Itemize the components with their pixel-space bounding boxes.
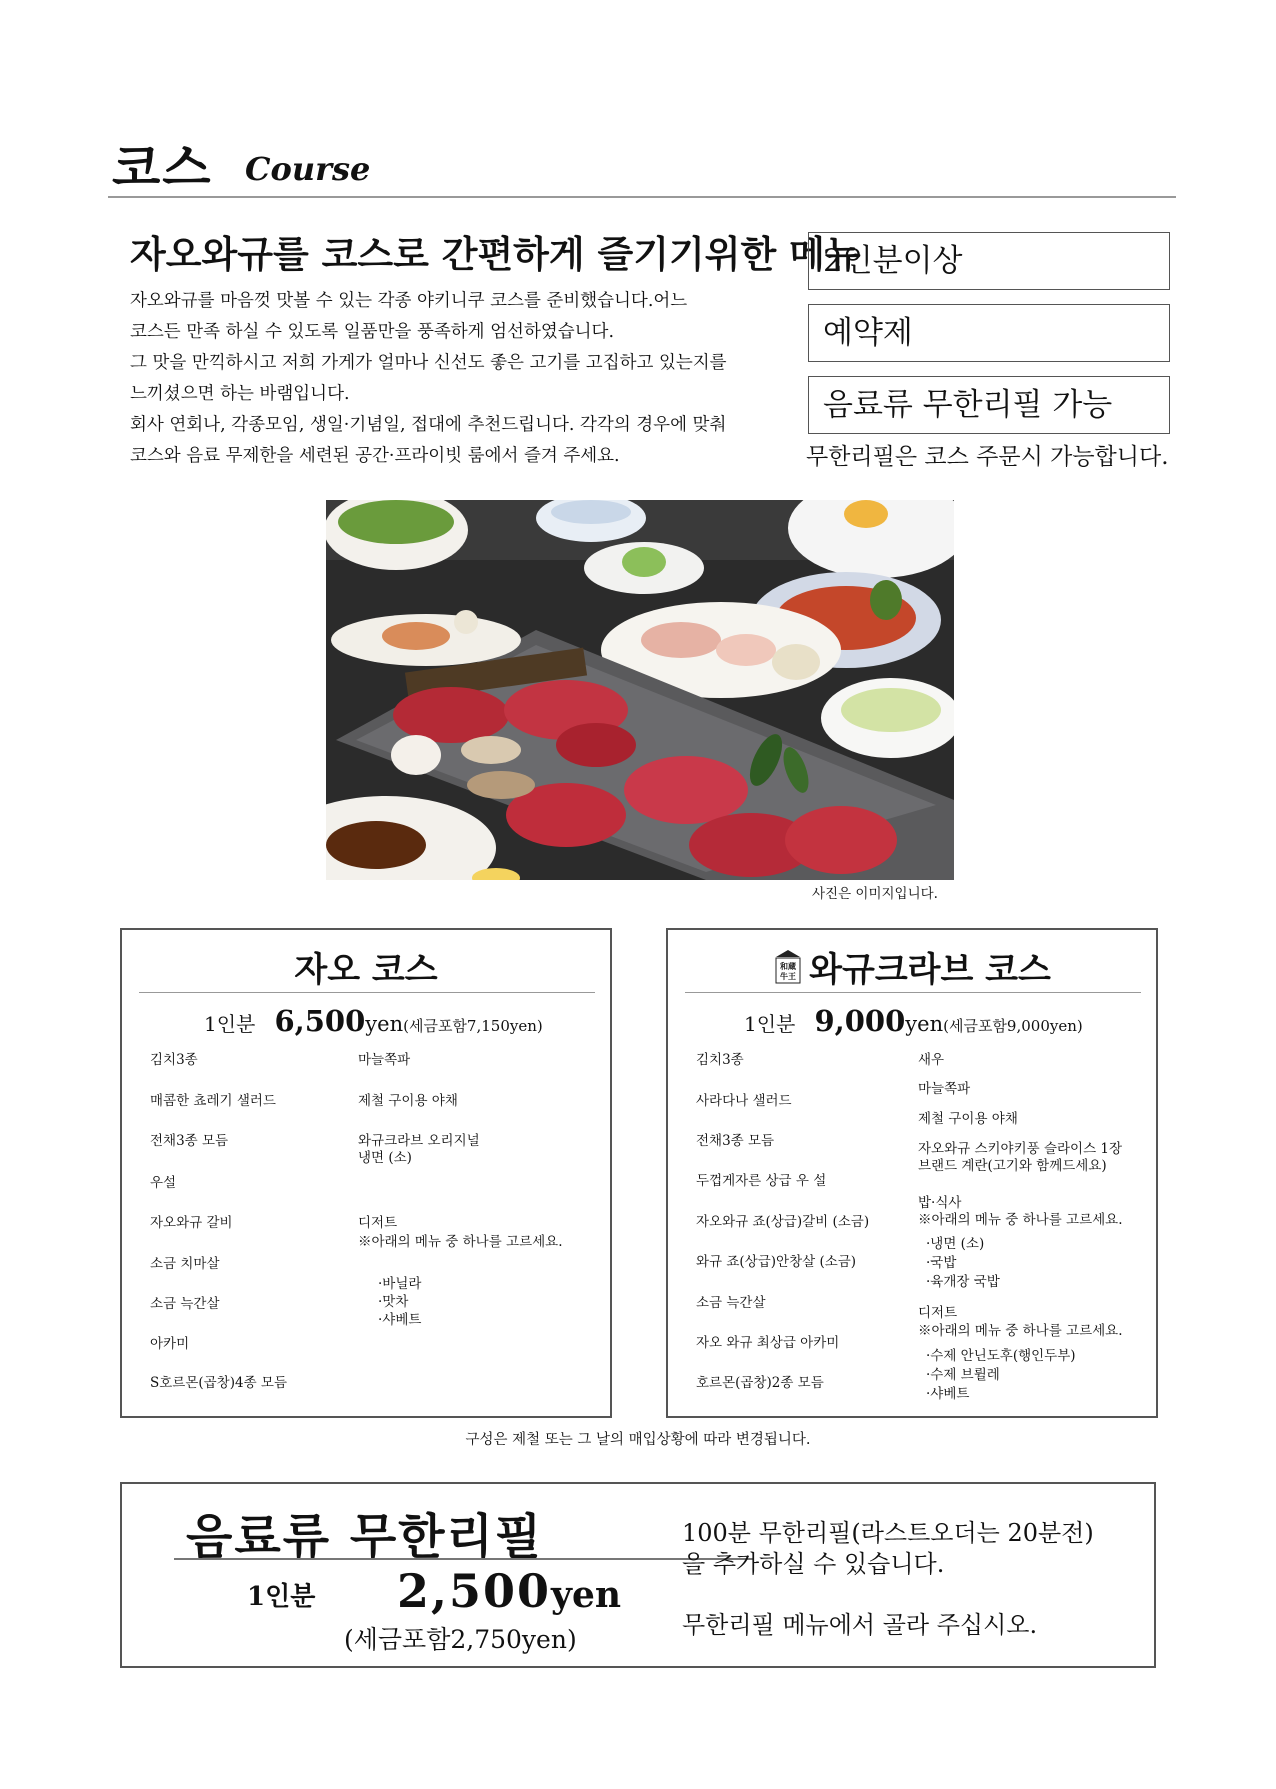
food-illustration [326,500,954,880]
drinks-description [682,1518,1142,1641]
menu-item: 브랜드 계란(고기와 함께드세요) [918,1158,1107,1174]
drinks-desc-line: 100분 무한리필(라스트오더는 20분전) [682,1519,1094,1547]
menu-item: 우설 [150,1175,177,1191]
price-value: 9,000 [814,1004,906,1038]
menu-item: 매콤한 쵸레기 샐러드 [150,1093,276,1109]
menu-option: ·냉면 (소) [926,1236,985,1252]
menu-item: 아카미 [150,1336,190,1352]
price-unit: yen [365,1012,404,1036]
menu-item: 두껍게자른 상급 우 설 [696,1173,827,1189]
price-tax: (세금포함9,000yen) [943,1017,1083,1035]
menu-option: ·육개장 국밥 [926,1274,1000,1290]
menu-item: 냉면 (소) [358,1150,412,1166]
menu-item: 김치3종 [696,1052,744,1068]
menu-item: 와규 죠(상급)안창살 (소금) [696,1254,857,1270]
menu-item: 전채3종 모듬 [150,1133,229,1149]
svg-text:牛王: 牛王 [780,971,797,981]
page-subtitle: Course [245,150,371,188]
menu-item: 자오와규 갈비 [150,1215,233,1231]
course-price [744,1004,1083,1038]
tag-note: 무한리필은 코스 주문시 가능합니다. [806,444,1169,470]
drinks-desc-line: 무한리필 메뉴에서 골라 주십시오. [682,1611,1038,1639]
menu-item: 새우 [918,1052,945,1068]
menu-item: 제철 구이용 야채 [918,1111,1018,1127]
wagyu-logo-icon [773,949,803,987]
intro-line: 느끼셨으면 하는 바램입니다. [130,384,350,404]
photo-caption: 사진은 이미지입니다. [812,886,938,902]
tag-unlimited-drinks: 음료류 무한리필 가능 [808,376,1170,434]
menu-item: 디저트 [918,1305,958,1321]
drinks-price-value: 2,500 [397,1564,552,1618]
menu-item: 김치3종 [150,1052,198,1068]
drinks-title: 음료류 무한리필 [186,1509,544,1565]
intro-line: 코스와 음료 무제한을 세련된 공간·프라이빗 룸에서 즐겨 주세요. [130,446,620,466]
menu-item: 전채3종 모듬 [696,1133,775,1149]
price-value: 6,500 [274,1004,366,1038]
drinks-divider [174,1558,754,1560]
menu-note: ※아래의 메뉴 중 하나를 고르세요. [358,1234,563,1250]
course-photo [326,500,954,880]
menu-note: ※아래의 메뉴 중 하나를 고르세요. [918,1323,1123,1339]
course-divider [139,992,595,993]
menu-option: ·국밥 [926,1255,957,1271]
menu-option: ·샤베트 [926,1386,970,1402]
menu-item: 소금 늑간살 [150,1296,220,1312]
course-title-text: 와규크라브 코스 [809,950,1051,990]
courses-note: 구성은 제철 또는 그 날의 매입상황에 따라 변경됩니다. [465,1432,811,1448]
course-card-zao [120,928,612,1418]
drinks-card [120,1482,1156,1668]
menu-option: ·수제 브륄레 [926,1367,1000,1383]
menu-option: ·바닐라 [378,1276,422,1292]
menu-item: 밥·식사 [918,1195,962,1211]
drinks-price [397,1564,621,1618]
menu-note: ※아래의 메뉴 중 하나를 고르세요. [918,1212,1123,1228]
menu-item: 마늘쪽파 [918,1081,971,1097]
menu-item: 자오와규 스키야키풍 슬라이스 1장 [918,1141,1123,1157]
price-label: 1인분 [204,1012,256,1036]
tag-min-people: 2인분이상 [808,232,1170,290]
intro-line: 그 맛을 만끽하시고 저희 가게가 얼마나 신선도 좋은 고기를 고집하고 있는지를 [130,353,727,373]
menu-item: 디저트 [358,1215,398,1231]
menu-option: ·맛차 [378,1294,409,1310]
drinks-price-tax: (세금포함2,750yen) [344,1625,577,1654]
menu-item: 와규크라브 오리지널 [358,1133,480,1149]
price-unit: yen [905,1012,944,1036]
course-card-wagyu-club [666,928,1158,1418]
menu-item: 사라다나 샐러드 [696,1093,792,1109]
course-title: 자오 코스 [294,950,438,990]
menu-option: ·수제 안닌도후(행인두부) [926,1348,1076,1364]
drinks-price-unit: yen [551,1574,622,1616]
tag-reservation: 예약제 [808,304,1170,362]
menu-item: 자오 와규 최상급 아카미 [696,1335,840,1351]
menu-item: S호르몬(곱창)4종 모듬 [150,1375,287,1391]
intro-headline: 자오와규를 코스로 간편하게 즐기기위한 메뉴 [130,233,861,276]
price-label: 1인분 [744,1012,796,1036]
menu-item: 마늘쪽파 [358,1052,411,1068]
intro-line: 코스든 만족 하실 수 있도록 일품만을 풍족하게 엄선하였습니다. [130,322,615,342]
drinks-price-label: 1인분 [247,1582,316,1612]
course-divider [685,992,1141,993]
menu-item: 제철 구이용 야채 [358,1093,458,1109]
intro-line: 회사 연회나, 각종모임, 생일·기념일, 접대에 추천드립니다. 각각의 경우에 맞춰 [130,415,727,435]
price-tax: (세금포함7,150yen) [403,1017,543,1035]
drinks-desc-line: 을 추가하실 수 있습니다. [682,1550,945,1578]
menu-item: 소금 치마살 [150,1256,220,1272]
menu-item: 자오와규 죠(상급)갈비 (소금) [696,1214,870,1230]
header-divider [108,196,1176,198]
menu-item: 소금 늑간살 [696,1295,766,1311]
course-price [204,1004,543,1038]
intro-text [130,286,790,472]
menu-item: 호르몬(곱창)2종 모듬 [696,1375,824,1391]
svg-text:和蔵: 和蔵 [780,961,797,971]
course-title [668,942,1156,991]
page-title: 코스 [112,139,213,197]
intro-line: 자오와규를 마음껏 맛볼 수 있는 각종 야키니쿠 코스를 준비했습니다.어느 [130,291,688,311]
menu-option: ·샤베트 [378,1312,422,1328]
